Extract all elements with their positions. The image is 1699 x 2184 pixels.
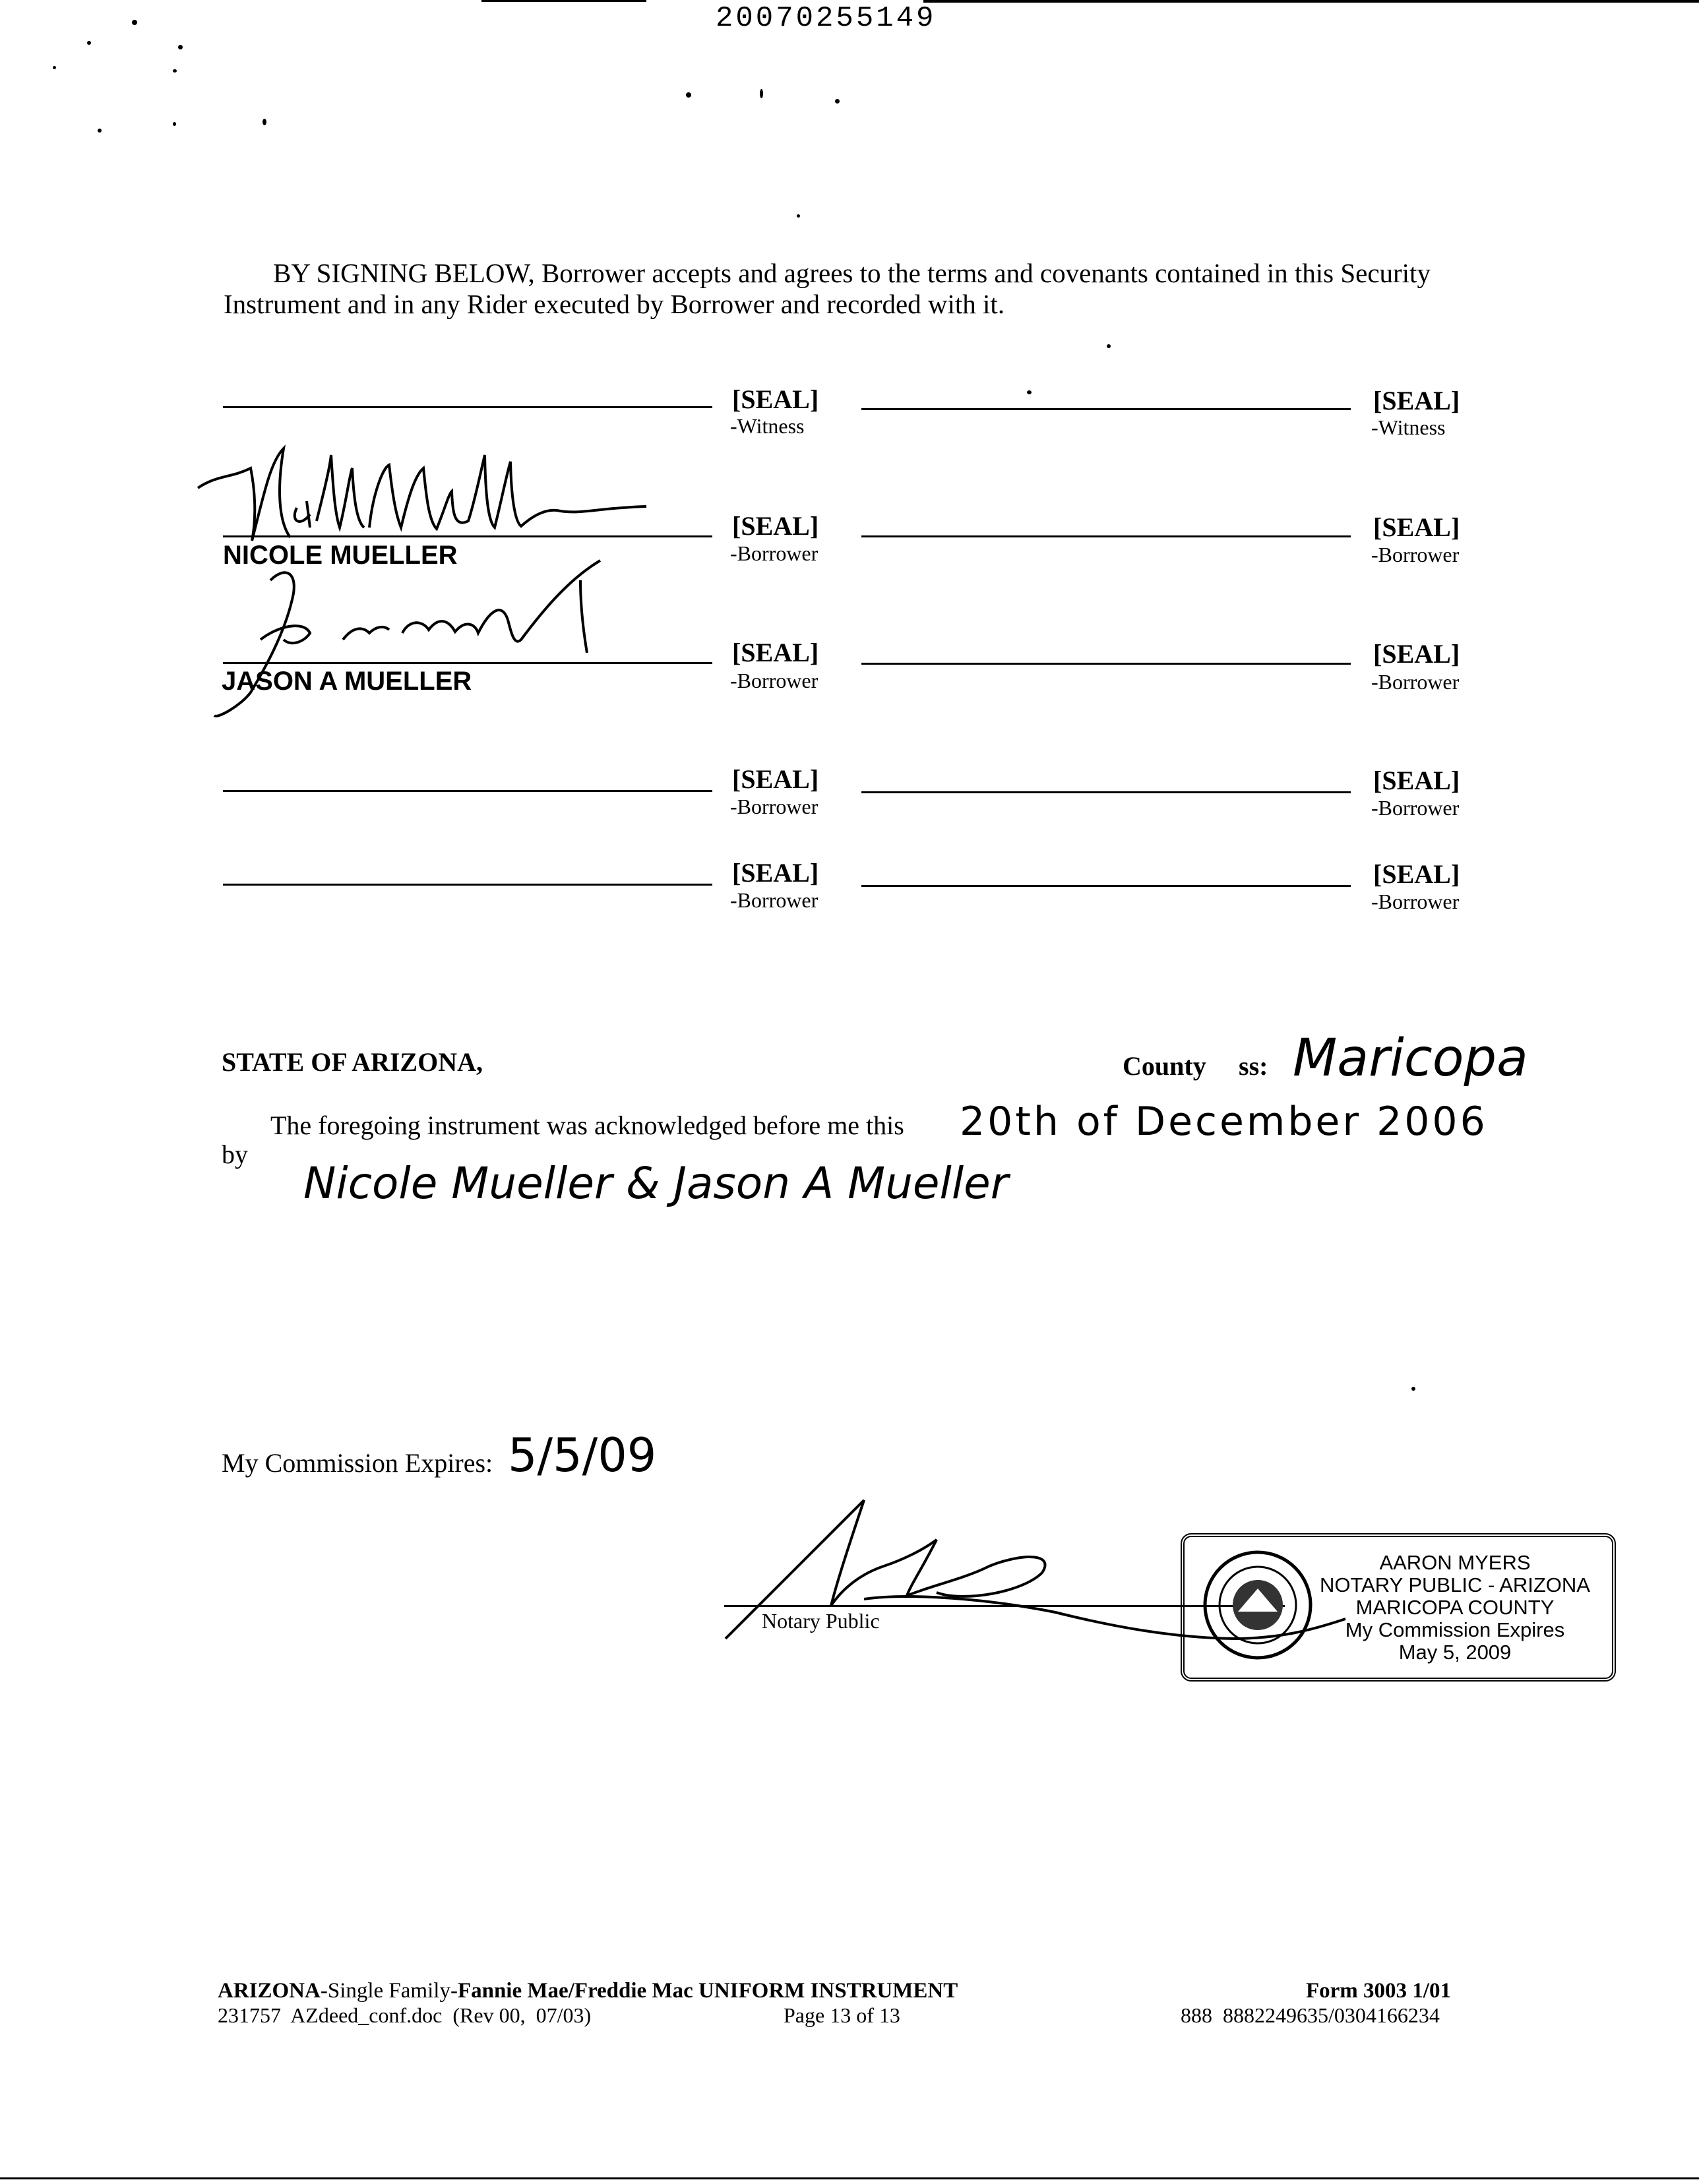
footer-title-instrument: Fannie Mae/Freddie Mac UNIFORM INSTRUMENT <box>457 1979 958 2003</box>
borrower-label: -Borrower <box>730 795 819 818</box>
footer-form-number: Form 3003 1/01 <box>1306 1979 1451 2003</box>
scan-speck <box>263 119 266 125</box>
borrower-label: -Borrower <box>730 669 819 692</box>
footer-title-type: -Single Family- <box>320 1979 458 2003</box>
footer-loan-number: 888 8882249635/0304166234 <box>1181 2003 1440 2027</box>
commission-expires-handwritten: 5/5/09 <box>508 1428 657 1482</box>
scan-speck <box>178 45 183 49</box>
stamp-commission-date: May 5, 2009 <box>1398 1641 1512 1664</box>
borrower-label: -Borrower <box>730 888 819 912</box>
borrower-name-jason: JASON A MUELLER <box>222 667 472 696</box>
witness-line-right <box>861 408 1351 410</box>
signature-line-blank <box>223 884 712 886</box>
stamp-county: MARICOPA COUNTY <box>1355 1596 1555 1619</box>
acknowledgment-text: The foregoing instrument was acknowledged before me this <box>270 1110 904 1140</box>
signature-jason-mueller <box>211 554 633 725</box>
county-handwritten: Maricopa <box>1293 1029 1528 1088</box>
header-top-rule <box>481 0 646 2</box>
scan-speck <box>53 66 56 69</box>
stamp-title: NOTARY PUBLIC - ARIZONA <box>1320 1573 1590 1596</box>
seal-label: [SEAL] <box>1373 512 1460 542</box>
signature-line-blank <box>223 790 712 792</box>
footer-title <box>218 1978 958 2003</box>
signature-line-right <box>861 535 1351 537</box>
witness-label: -Witness <box>1371 415 1446 439</box>
borrower-label: -Borrower <box>1371 670 1460 694</box>
notary-public-label: Notary Public <box>762 1609 880 1633</box>
signature-line-right <box>861 663 1351 665</box>
seal-label: [SEAL] <box>732 858 819 888</box>
scan-speck <box>98 129 102 133</box>
scan-speck <box>760 89 763 98</box>
seal-label: [SEAL] <box>1373 766 1460 795</box>
scan-speck <box>173 69 177 73</box>
state-seal-icon <box>1202 1549 1314 1661</box>
state-heading: STATE OF ARIZONA, <box>222 1047 483 1077</box>
footer-page-number: Page 13 of 13 <box>784 2003 900 2027</box>
seal-label: [SEAL] <box>1373 859 1460 889</box>
acknowledged-names-handwritten: Nicole Mueller & Jason A Mueller <box>303 1158 1008 1209</box>
scan-speck <box>1107 344 1111 348</box>
by-label: by <box>222 1139 248 1169</box>
ss-label: ss: <box>1239 1051 1268 1081</box>
document-number: 20070255149 <box>716 2 937 35</box>
scan-speck <box>173 122 176 126</box>
commission-expires-label: My Commission Expires: <box>222 1448 493 1478</box>
borrower-label: -Borrower <box>1371 796 1460 820</box>
seal-label: [SEAL] <box>732 511 819 541</box>
header-right-rule <box>923 0 1699 3</box>
scan-speck <box>1411 1387 1415 1391</box>
footer-title-state: ARIZONA <box>218 1979 321 2003</box>
borrower-label: -Borrower <box>730 541 819 565</box>
scan-speck <box>1027 390 1032 394</box>
seal-label: [SEAL] <box>732 638 819 667</box>
intro-line-2: Instrument and in any Rider executed by Borrower and recorded with it. <box>224 289 1005 319</box>
stamp-commission-label: My Commission Expires <box>1345 1618 1565 1641</box>
borrower-label: -Borrower <box>1371 890 1460 913</box>
county-label: County <box>1123 1051 1206 1081</box>
scan-speck <box>132 20 137 25</box>
seal-label: [SEAL] <box>732 384 819 414</box>
intro-line-1: BY SIGNING BELOW, Borrower accepts and agrees to the terms and covenants contained in this Security <box>273 258 1431 288</box>
stamp-name: AARON MYERS <box>1379 1551 1531 1574</box>
footer-file-reference: 231757 AZdeed_conf.doc (Rev 00, 07/03) <box>218 2003 592 2027</box>
borrower-label: -Borrower <box>1371 543 1460 566</box>
signature-line-blank <box>861 791 1351 793</box>
bottom-scan-rule <box>0 2177 1699 2179</box>
signature-nicole-mueller <box>191 429 666 561</box>
scan-speck <box>686 92 691 98</box>
witness-line-left <box>223 406 712 408</box>
witness-label: -Witness <box>730 414 805 438</box>
acknowledgment-date-handwritten: 20th of December 2006 <box>960 1099 1488 1145</box>
signature-line-blank <box>861 885 1351 887</box>
scan-speck <box>797 214 800 218</box>
seal-label: [SEAL] <box>732 764 819 794</box>
seal-label: [SEAL] <box>1373 386 1460 415</box>
seal-label: [SEAL] <box>1373 639 1460 669</box>
scan-speck <box>835 99 840 104</box>
notary-stamp <box>1181 1533 1616 1682</box>
borrower-name-nicole: NICOLE MUELLER <box>223 541 458 570</box>
scan-speck <box>87 41 91 45</box>
